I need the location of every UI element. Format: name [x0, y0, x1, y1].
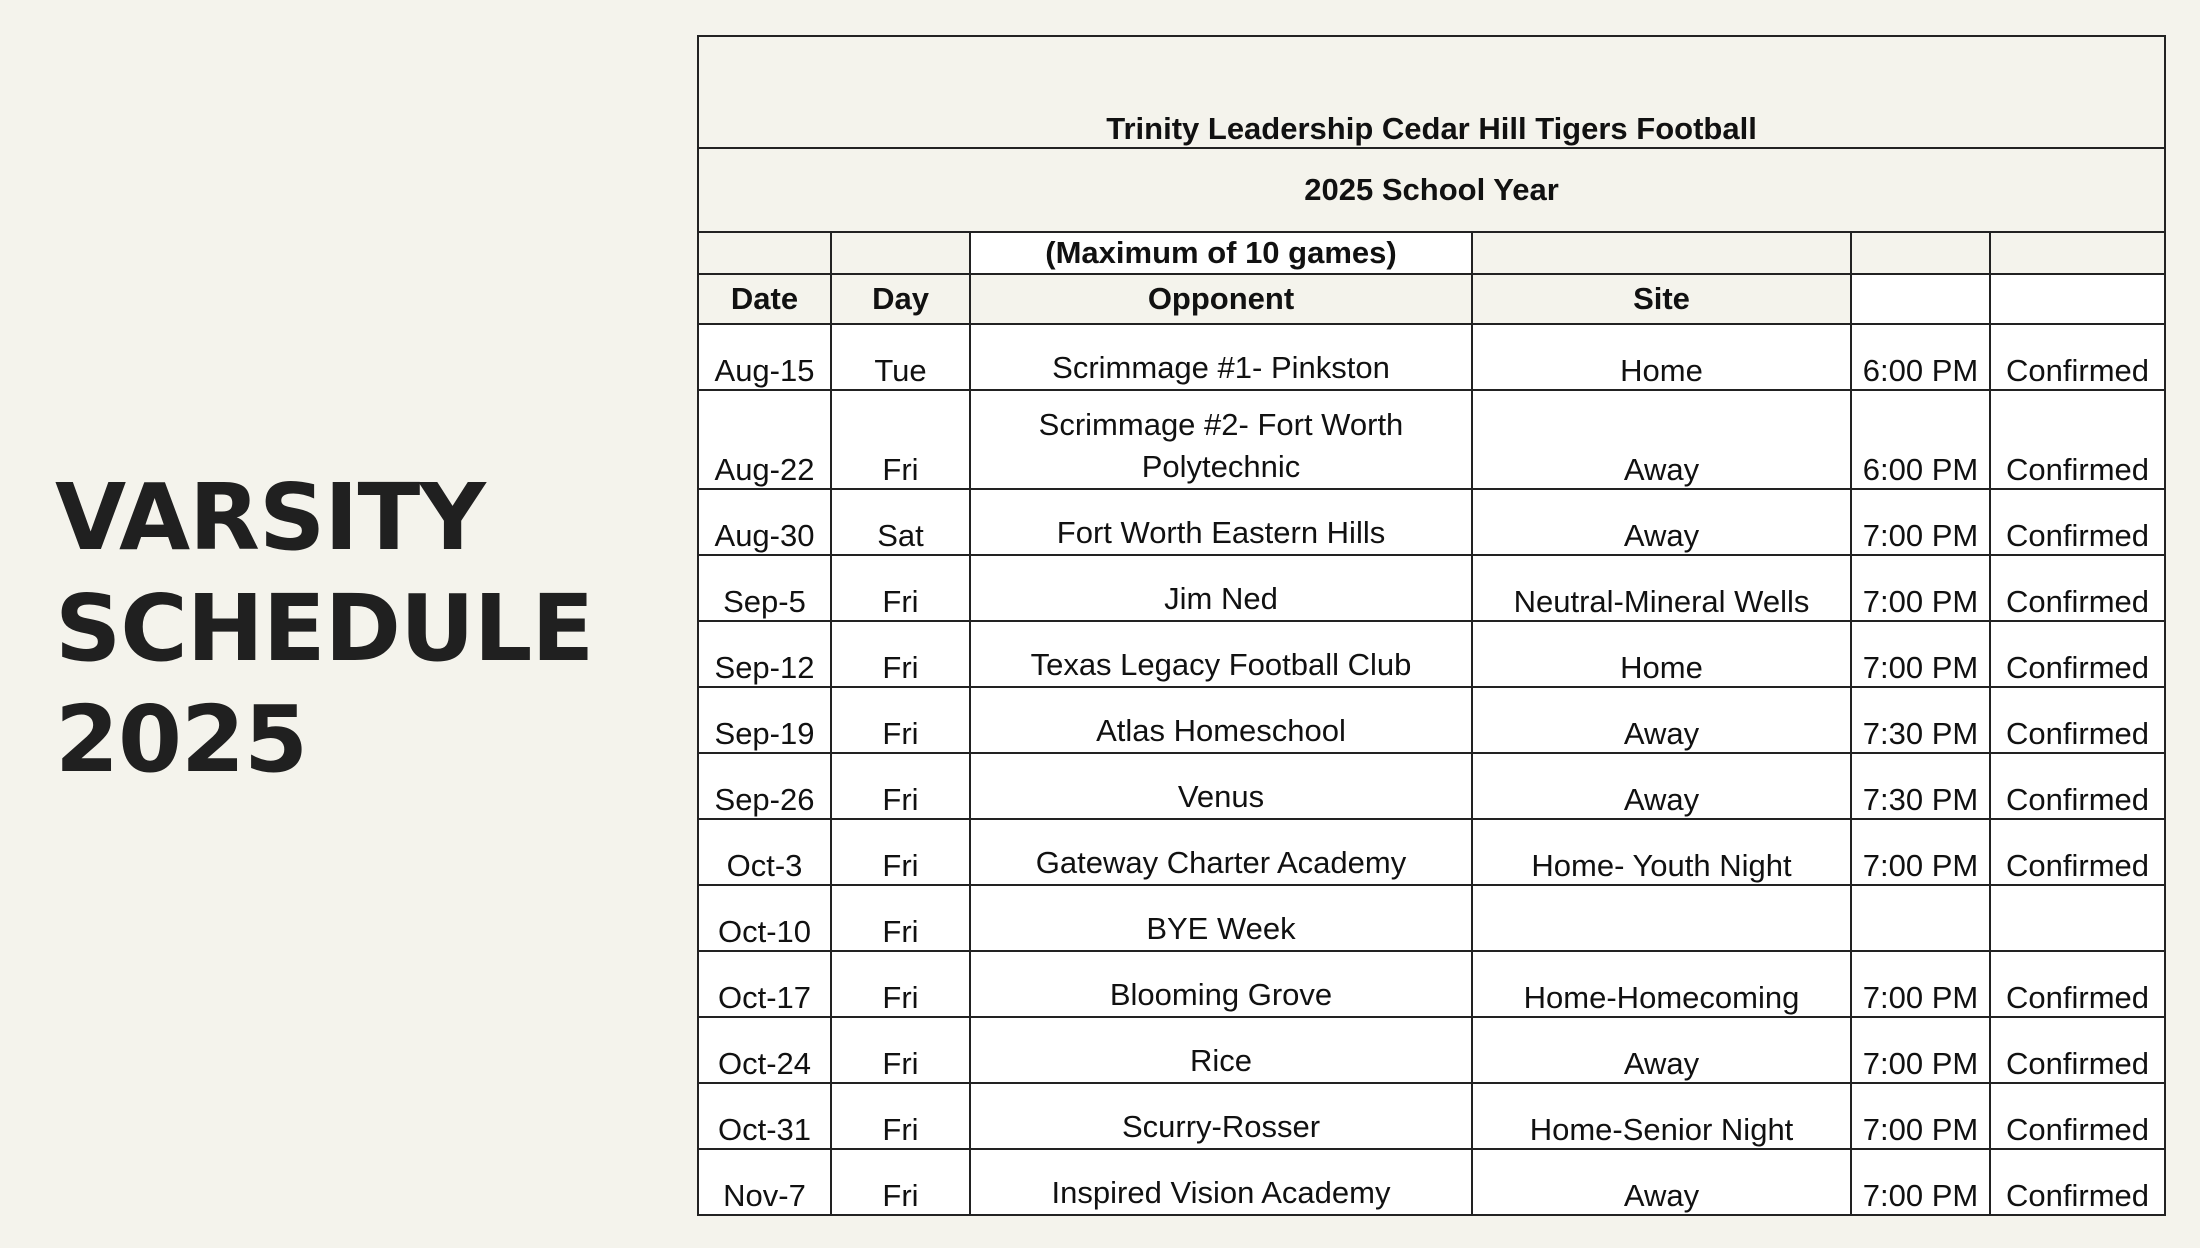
date-cell: Oct-17 [698, 951, 831, 1017]
table-row [698, 819, 2165, 885]
site-cell: Away [1472, 489, 1851, 555]
status-cell: Confirmed [1990, 390, 2165, 489]
date-cell: Nov-7 [698, 1149, 831, 1215]
site-cell: Away [1472, 687, 1851, 753]
column-header-row [698, 274, 2165, 324]
note-blank-cell [831, 232, 970, 274]
time-cell: 7:00 PM [1851, 1083, 1990, 1149]
opponent-cell: Venus [970, 753, 1472, 819]
note-blank-cell [1990, 232, 2165, 274]
time-cell: 7:30 PM [1851, 687, 1990, 753]
time-cell: 6:00 PM [1851, 390, 1990, 489]
opponent-cell: Fort Worth Eastern Hills [970, 489, 1472, 555]
note-blank-cell [1851, 232, 1990, 274]
table-title: Trinity Leadership Cedar Hill Tigers Football [698, 36, 2165, 148]
time-cell: 7:00 PM [1851, 489, 1990, 555]
table-title-row [698, 36, 2165, 148]
status-cell: Confirmed [1990, 489, 2165, 555]
opponent-cell: Gateway Charter Academy [970, 819, 1472, 885]
header-date: Date [698, 274, 831, 324]
day-cell: Fri [831, 687, 970, 753]
time-cell: 7:00 PM [1851, 621, 1990, 687]
opponent-cell: Blooming Grove [970, 951, 1472, 1017]
table-row [698, 1149, 2165, 1215]
time-cell [1851, 885, 1990, 951]
day-cell: Fri [831, 1149, 970, 1215]
header-time [1851, 274, 1990, 324]
site-cell: Away [1472, 1149, 1851, 1215]
note-blank-cell [698, 232, 831, 274]
day-cell: Fri [831, 555, 970, 621]
date-cell: Sep-5 [698, 555, 831, 621]
school-year: 2025 School Year [698, 148, 2165, 232]
date-cell: Aug-15 [698, 324, 831, 390]
time-cell: 7:00 PM [1851, 819, 1990, 885]
table-row [698, 324, 2165, 390]
status-cell: Confirmed [1990, 555, 2165, 621]
date-cell: Aug-30 [698, 489, 831, 555]
status-cell: Confirmed [1990, 324, 2165, 390]
time-cell: 6:00 PM [1851, 324, 1990, 390]
header-day: Day [831, 274, 970, 324]
site-cell: Home-Homecoming [1472, 951, 1851, 1017]
table-year-row [698, 148, 2165, 232]
day-cell: Fri [831, 753, 970, 819]
schedule-table [697, 35, 2166, 1216]
day-cell: Fri [831, 885, 970, 951]
time-cell: 7:00 PM [1851, 555, 1990, 621]
day-cell: Fri [831, 390, 970, 489]
opponent-cell: Scurry-Rosser [970, 1083, 1472, 1149]
day-cell: Fri [831, 1017, 970, 1083]
table-row [698, 753, 2165, 819]
opponent-cell: Jim Ned [970, 555, 1472, 621]
table-row [698, 621, 2165, 687]
status-cell: Confirmed [1990, 1083, 2165, 1149]
status-cell: Confirmed [1990, 819, 2165, 885]
time-cell: 7:00 PM [1851, 951, 1990, 1017]
time-cell: 7:00 PM [1851, 1017, 1990, 1083]
site-cell: Home-Senior Night [1472, 1083, 1851, 1149]
table-row [698, 555, 2165, 621]
opponent-cell: BYE Week [970, 885, 1472, 951]
table-row [698, 489, 2165, 555]
date-cell: Oct-3 [698, 819, 831, 885]
day-cell: Sat [831, 489, 970, 555]
site-cell: Home [1472, 621, 1851, 687]
date-cell: Sep-26 [698, 753, 831, 819]
date-cell: Aug-22 [698, 390, 831, 489]
page-title-line-1: VARSITY [55, 464, 485, 571]
day-cell: Fri [831, 951, 970, 1017]
status-cell: Confirmed [1990, 1017, 2165, 1083]
opponent-cell: Rice [970, 1017, 1472, 1083]
date-cell: Oct-24 [698, 1017, 831, 1083]
table-row [698, 1017, 2165, 1083]
site-cell: Away [1472, 1017, 1851, 1083]
table-row [698, 885, 2165, 951]
header-site: Site [1472, 274, 1851, 324]
opponent-cell: Scrimmage #2- Fort Worth Polytechnic [970, 390, 1472, 489]
site-cell: Home [1472, 324, 1851, 390]
site-cell [1472, 885, 1851, 951]
site-cell: Home- Youth Night [1472, 819, 1851, 885]
date-cell: Oct-31 [698, 1083, 831, 1149]
status-cell: Confirmed [1990, 951, 2165, 1017]
time-cell: 7:00 PM [1851, 1149, 1990, 1215]
date-cell: Oct-10 [698, 885, 831, 951]
header-status [1990, 274, 2165, 324]
date-cell: Sep-19 [698, 687, 831, 753]
table-note-row [698, 232, 2165, 274]
status-cell: Confirmed [1990, 753, 2165, 819]
opponent-cell: Texas Legacy Football Club [970, 621, 1472, 687]
status-cell: Confirmed [1990, 621, 2165, 687]
day-cell: Tue [831, 324, 970, 390]
page-title [55, 462, 655, 795]
page-title-line-2: SCHEDULE [55, 575, 594, 682]
site-cell: Away [1472, 390, 1851, 489]
header-opponent: Opponent [970, 274, 1472, 324]
status-cell: Confirmed [1990, 1149, 2165, 1215]
table-row [698, 687, 2165, 753]
site-cell: Neutral-Mineral Wells [1472, 555, 1851, 621]
status-cell: Confirmed [1990, 687, 2165, 753]
day-cell: Fri [831, 621, 970, 687]
opponent-cell: Inspired Vision Academy [970, 1149, 1472, 1215]
day-cell: Fri [831, 819, 970, 885]
date-cell: Sep-12 [698, 621, 831, 687]
opponent-cell: Atlas Homeschool [970, 687, 1472, 753]
day-cell: Fri [831, 1083, 970, 1149]
table-row [698, 951, 2165, 1017]
table-row [698, 390, 2165, 489]
page-title-line-3: 2025 [55, 686, 308, 793]
time-cell: 7:30 PM [1851, 753, 1990, 819]
status-cell [1990, 885, 2165, 951]
max-games-note: (Maximum of 10 games) [970, 232, 1472, 274]
site-cell: Away [1472, 753, 1851, 819]
note-blank-cell [1472, 232, 1851, 274]
opponent-cell: Scrimmage #1- Pinkston [970, 324, 1472, 390]
table-row [698, 1083, 2165, 1149]
